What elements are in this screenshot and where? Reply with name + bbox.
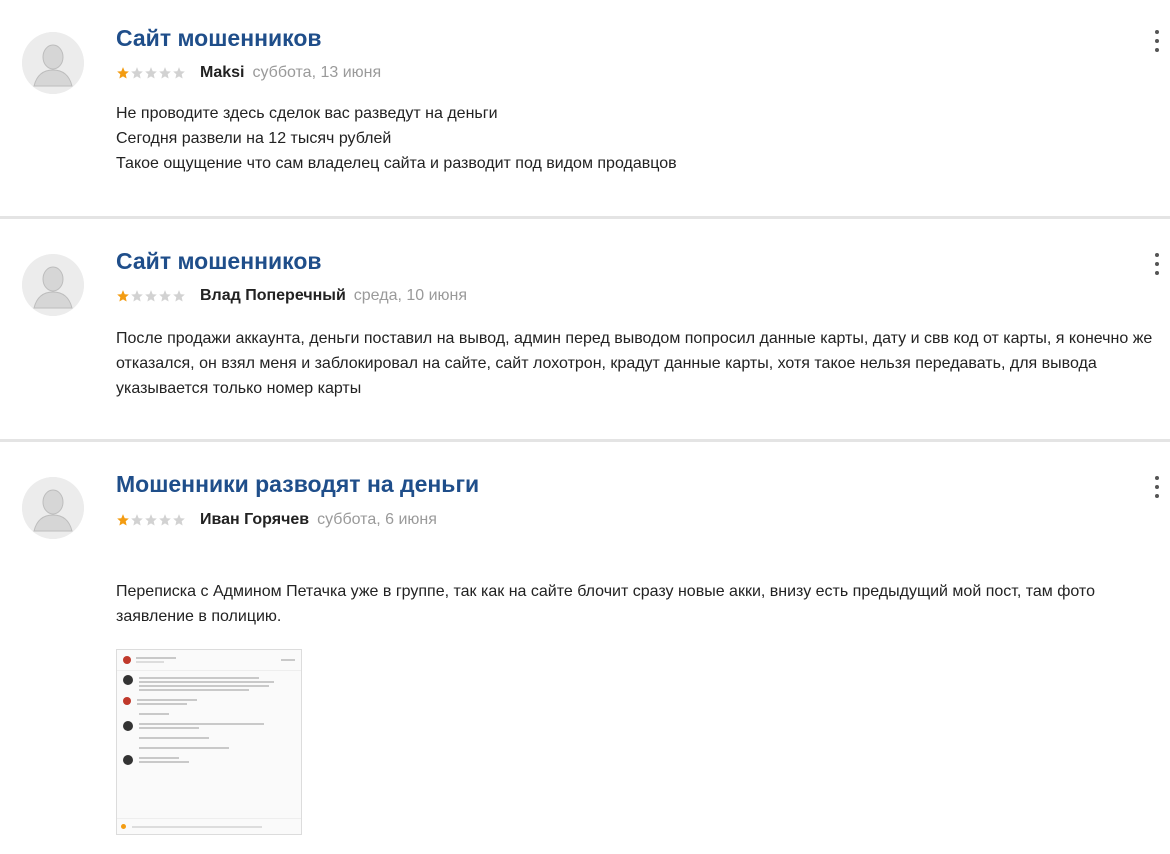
rating-stars bbox=[116, 513, 186, 527]
attached-screenshot-thumbnail[interactable] bbox=[116, 649, 302, 835]
thumbnail-chat-header bbox=[117, 650, 301, 671]
star-icon bbox=[144, 513, 158, 527]
star-icon bbox=[158, 289, 172, 303]
review-meta bbox=[116, 510, 437, 530]
star-icon bbox=[172, 513, 186, 527]
divider bbox=[0, 439, 1170, 442]
review-text bbox=[116, 579, 1161, 629]
star-icon bbox=[158, 513, 172, 527]
more-vertical-icon[interactable] bbox=[1148, 474, 1166, 500]
user-avatar-icon bbox=[22, 32, 84, 94]
star-icon bbox=[116, 513, 130, 527]
star-icon bbox=[144, 66, 158, 80]
review-date: среда, 10 июня bbox=[353, 287, 468, 304]
review-author[interactable]: Влад Поперечный bbox=[200, 287, 346, 304]
star-icon bbox=[130, 513, 144, 527]
more-vertical-icon[interactable] bbox=[1148, 251, 1166, 277]
review-text-line: Сегодня развели на 12 тысяч рублей bbox=[116, 130, 392, 147]
review-text bbox=[116, 326, 1161, 401]
more-vertical-icon[interactable] bbox=[1148, 28, 1166, 54]
star-icon bbox=[130, 66, 144, 80]
star-icon bbox=[116, 66, 130, 80]
star-icon bbox=[172, 289, 186, 303]
review-title[interactable]: Сайт мошенников bbox=[116, 25, 322, 51]
review-date: суббота, 6 июня bbox=[317, 511, 437, 528]
thumbnail-chat-input bbox=[117, 818, 301, 834]
user-avatar-icon bbox=[22, 477, 84, 539]
review-date: суббота, 13 июня bbox=[252, 64, 382, 81]
review-text-line: Не проводите здесь сделок вас разведут на деньги bbox=[116, 105, 498, 122]
review-meta bbox=[116, 63, 381, 83]
review-text bbox=[116, 101, 1161, 176]
review-title[interactable]: Мошенники разводят на деньги bbox=[116, 471, 480, 497]
star-icon bbox=[144, 289, 158, 303]
review-title[interactable]: Сайт мошенников bbox=[116, 248, 322, 274]
review-text-line: Переписка с Админом Петачка уже в группе, так как на сайте блочит сразу новые акки, внизу есть предыдущий мой пост, там фото заявление в полицию. bbox=[116, 583, 1095, 625]
star-icon bbox=[158, 66, 172, 80]
rating-stars bbox=[116, 289, 186, 303]
review-text-line: После продажи аккаунта, деньги поставил на вывод, админ перед выводом попросил данные карты, дату и свв код от карты, я конечно же отказался, он взял меня и заблокировал на сайте, сайт лохотрон, крадут данные карты, хотя такое нельзя передавать, для вывода указывается только номер карты bbox=[116, 330, 1153, 397]
star-icon bbox=[116, 289, 130, 303]
divider bbox=[0, 216, 1170, 219]
rating-stars bbox=[116, 66, 186, 80]
review-text-line: Такое ощущение что сам владелец сайта и разводит под видом продавцов bbox=[116, 155, 677, 172]
review-meta bbox=[116, 286, 467, 306]
star-icon bbox=[130, 289, 144, 303]
review-author[interactable]: Иван Горячев bbox=[200, 511, 310, 528]
star-icon bbox=[172, 66, 186, 80]
user-avatar-icon bbox=[22, 254, 84, 316]
review-author[interactable]: Maksi bbox=[200, 64, 245, 81]
